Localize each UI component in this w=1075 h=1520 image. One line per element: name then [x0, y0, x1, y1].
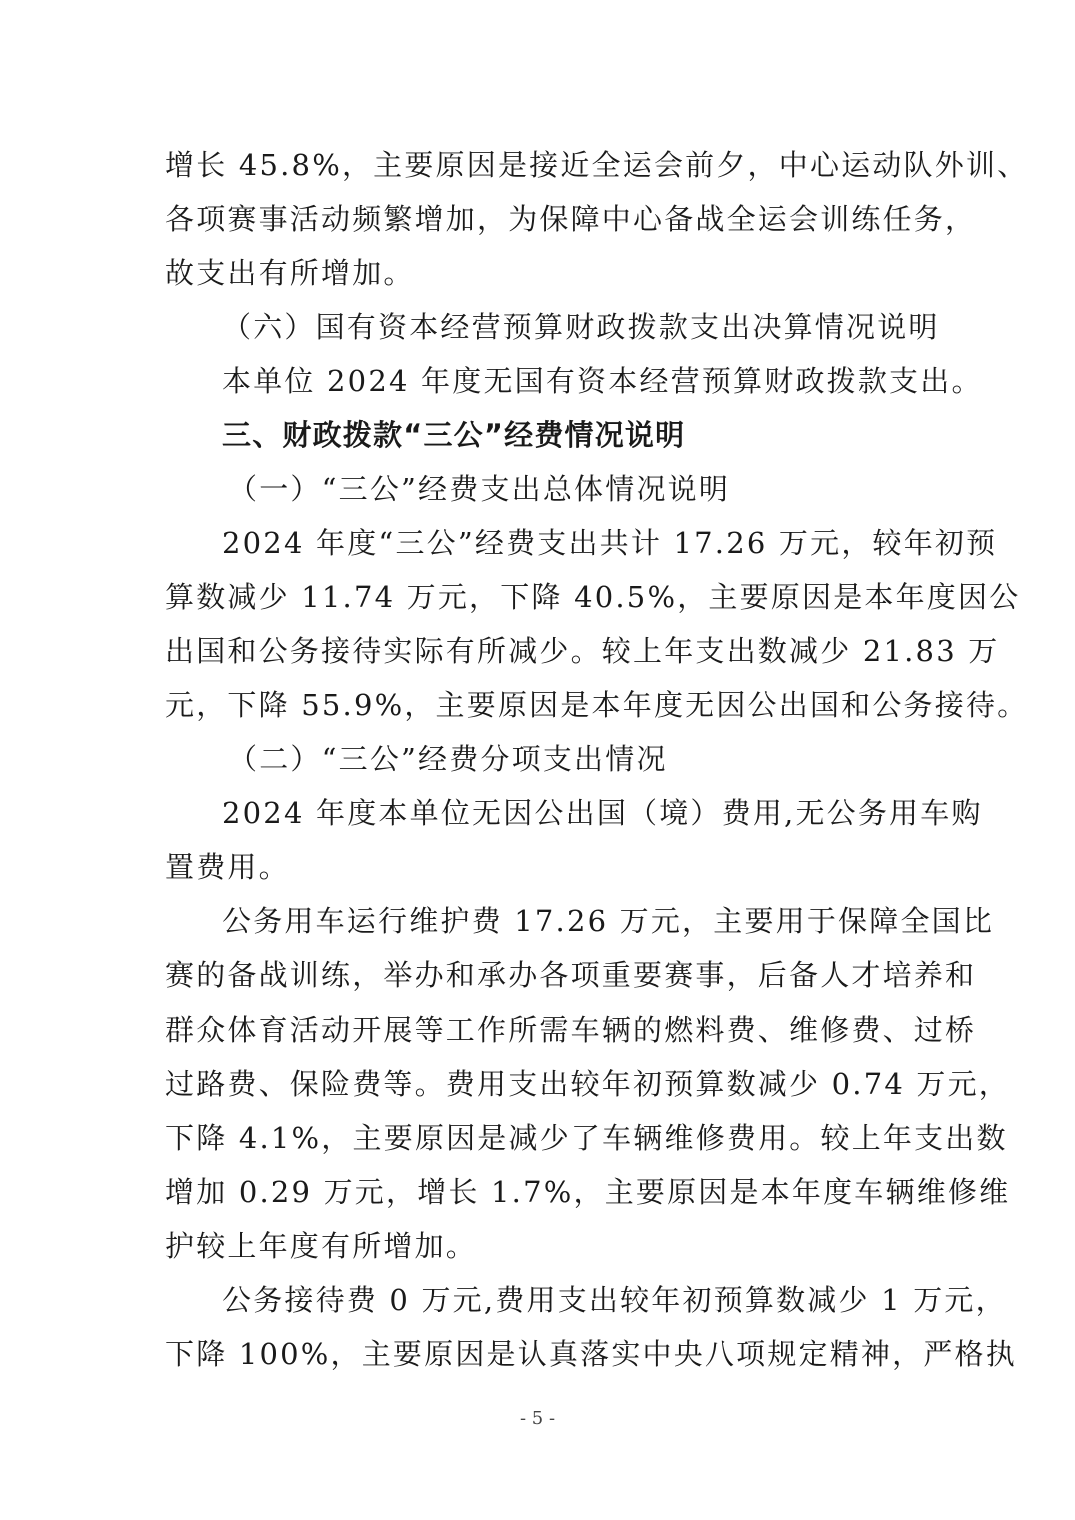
paragraph-line: 增加 0.29 万元，增长 1.7%，主要原因是本年度车辆维修维 [165, 1175, 1011, 1209]
paragraph-line: 公务接待费 0 万元,费用支出较年初预算数减少 1 万元， [222, 1283, 1007, 1317]
paragraph-line: 群众体育活动开展等工作所需车辆的燃料费、维修费、过桥 [165, 1013, 977, 1047]
paragraph-line: 置费用。 [165, 850, 290, 884]
paragraph-line: 过路费、保险费等。费用支出较年初预算数减少 0.74 万元， [165, 1067, 1011, 1101]
paragraph-line: 下降 100%，主要原因是认真落实中央八项规定精神，严格执 [165, 1337, 1017, 1371]
paragraph-line: 增长 45.8%，主要原因是接近全运会前夕，中心运动队外训、 [165, 148, 1029, 182]
section-subheading: （一）“三公”经费支出总体情况说明 [228, 472, 731, 506]
paragraph-line: 元，下降 55.9%，主要原因是本年度无因公出国和公务接待。 [165, 688, 1029, 722]
section-subheading: （六）国有资本经营预算财政拨款支出决算情况说明 [222, 310, 940, 344]
paragraph-line: 护较上年度有所增加。 [165, 1229, 478, 1263]
paragraph-line: 出国和公务接待实际有所减少。较上年支出数减少 21.83 万 [165, 634, 1000, 668]
paragraph-line: 2024 年度本单位无因公出国（境）费用,无公务用车购 [222, 796, 983, 830]
paragraph-line: 算数减少 11.74 万元，下降 40.5%，主要原因是本年度因公 [165, 580, 1021, 614]
paragraph-line: 各项赛事活动频繁增加，为保障中心备战全运会训练任务， [165, 202, 977, 236]
paragraph-line: 赛的备战训练，举办和承办各项重要赛事，后备人才培养和 [165, 958, 977, 992]
paragraph-line: 本单位 2024 年度无国有资本经营预算财政拨款支出。 [222, 364, 983, 398]
paragraph-line: 故支出有所增加。 [165, 256, 415, 290]
paragraph-line: 2024 年度“三公”经费支出共计 17.26 万元，较年初预 [222, 526, 998, 560]
page-number: - 5 - [519, 1408, 556, 1429]
section-heading: 三、财政拨款“三公”经费情况说明 [222, 418, 686, 452]
paragraph-line: 下降 4.1%，主要原因是减少了车辆维修费用。较上年支出数 [165, 1121, 1008, 1155]
paragraph-line: 公务用车运行维护费 17.26 万元，主要用于保障全国比 [222, 904, 995, 938]
section-subheading: （二）“三公”经费分项支出情况 [228, 742, 668, 776]
